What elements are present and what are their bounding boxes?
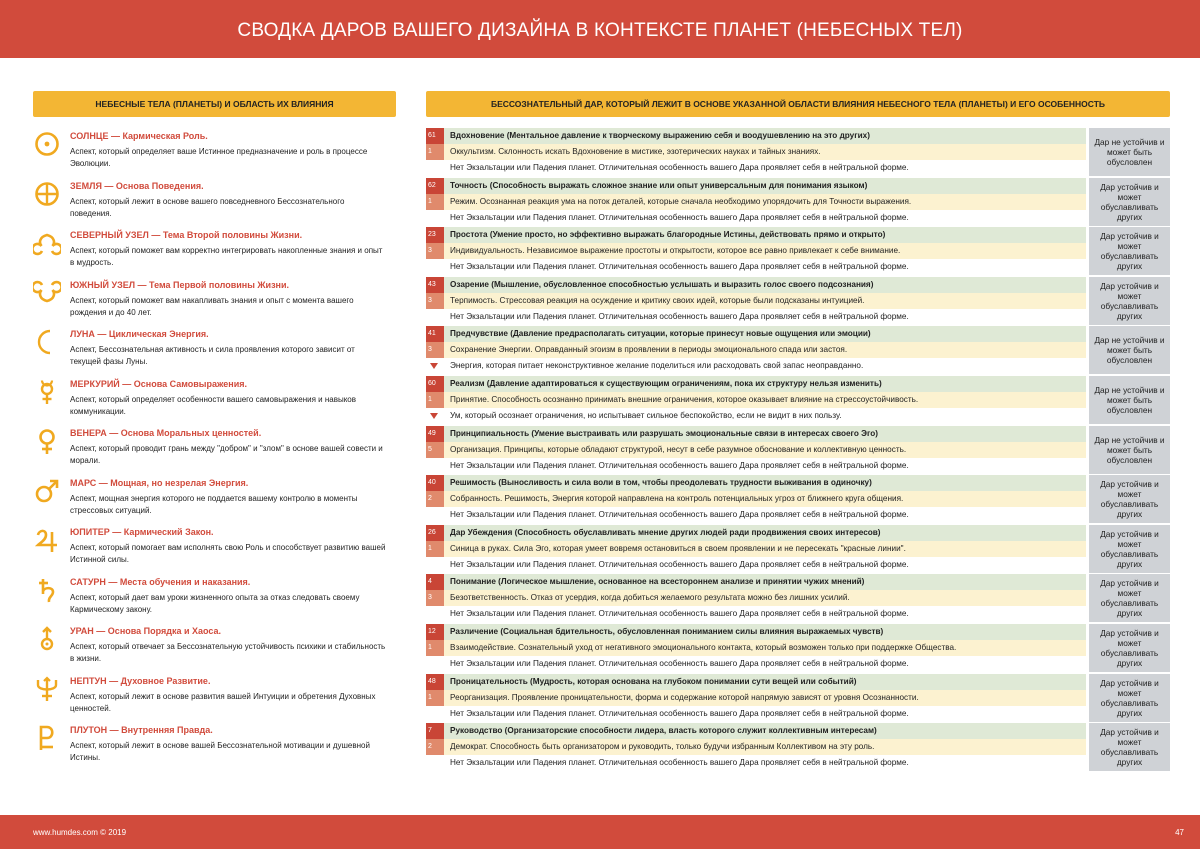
line-number: 1 [426, 194, 444, 210]
page-title: СВОДКА ДАРОВ ВАШЕГО ДИЗАЙНА В КОНТЕКСТЕ ПЛАНЕТ (НЕБЕСНЫХ ТЕЛ) [0, 0, 1200, 58]
footer [0, 815, 1200, 849]
gift-main-text: Дар Убеждения (Способность обуславливать мнение других людей ради продвижения своих интересов) [450, 527, 881, 537]
gift-main-text: Предчувствие (Давление предрасполагать ситуации, которые принесут новые ощущения или эмоции) [450, 329, 871, 339]
planet-title: ЛУНА — Циклическая Энергия. [70, 329, 209, 339]
gift-stability-note: Дар не устойчив и может быть обусловлен [1089, 326, 1170, 374]
planet-title: НЕПТУН — Духовное Развитие. [70, 675, 211, 686]
gate-number: 60 [426, 376, 444, 392]
planet-title: ПЛУТОН — Внутренняя Правда. [70, 725, 213, 735]
gift-main-line [426, 525, 1086, 541]
gift-line-description [426, 541, 1086, 557]
gift-main-line [426, 326, 1086, 342]
gift-main-text: Реализм (Давление адаптироваться к существующим ограничениям, пока их структуру нельзя изменить) [450, 378, 882, 388]
gift-stability-note: Дар устойчив и может обуславливать других [1089, 574, 1170, 622]
gate-number: 23 [426, 227, 444, 243]
gift-line-text: Оккультизм. Склонность искать Вдохновение в мистике, эзотерических науках и тайных знаниях. [450, 147, 821, 156]
gift-row [426, 277, 1170, 327]
planet-title: МАРС — Мощная, но незрелая Энергия. [70, 477, 249, 488]
gift-row [426, 227, 1170, 277]
gift-stability-note: Дар не устойчив и может быть обусловлен [1089, 426, 1170, 474]
line-number: 2 [426, 491, 444, 507]
gift-row [426, 525, 1170, 575]
gift-main-text: Принципиальность (Умение выстраивать или разрушать эмоциональные связи в интересах своего Эго) [450, 428, 878, 438]
gift-line-text: Принятие. Способность осознанно принимать внешние ограничения, которое оказывает влияние на стрессоустойчивость. [450, 394, 919, 404]
gift-line-description [426, 640, 1086, 656]
planet-item [33, 722, 396, 772]
gift-exaltation-line [426, 259, 1086, 275]
gift-exaltation-text: Нет Экзальтации или Падения планет. Отличительная особенность вашего Дара проявляет себя в нейтральной форме. [450, 609, 909, 619]
gate-number: 49 [426, 426, 444, 442]
gift-line-text: Сохранение Энергии. Оправданный эгоизм в проявлении в периоды эмоционального спада или застоя. [450, 345, 848, 355]
gift-row [426, 624, 1170, 674]
gift-exaltation-line [426, 706, 1086, 722]
gift-exaltation-line [426, 755, 1086, 771]
gift-stability-note: Дар устойчив и может обуславливать других [1089, 723, 1170, 771]
gift-main-line [426, 723, 1086, 739]
gift-main-line [426, 376, 1086, 392]
gift-exaltation-text: Ум, который осознает ограничения, но испытывает сильное беспокойство, если не видит в них пользу. [450, 410, 842, 420]
sun-icon [33, 130, 61, 158]
planet-item [33, 326, 396, 376]
planet-description: Аспект, мощная энергия которого не поддается вашему контролю в моменты стрессовых ситуаций. [70, 493, 358, 515]
moon-icon [33, 328, 61, 356]
gift-stability-note: Дар устойчив и может обуславливать других [1089, 475, 1170, 523]
gift-main-text: Руководство (Организаторские способности лидера, власть которого служит коллективным интересам) [450, 726, 877, 736]
planet-title: УРАН — Основа Порядка и Хаоса. [70, 626, 222, 636]
gift-line-description [426, 739, 1086, 755]
gate-number: 41 [426, 326, 444, 342]
gift-row [426, 376, 1170, 426]
mars-icon [33, 477, 61, 505]
gift-exaltation-line [426, 160, 1086, 176]
gifts-list [426, 128, 1170, 773]
gift-line-description [426, 491, 1086, 507]
planet-description: Аспект, который поможет вам корректно интегрировать накопленные знания и опыт в мудрость. [70, 246, 383, 267]
footer-site: www.humdes.com © 2019 [33, 828, 127, 837]
planet-item [33, 623, 396, 673]
jupiter-icon [33, 526, 61, 554]
gift-stability-note: Дар устойчив и может обуславливать других [1089, 227, 1170, 275]
planet-item [33, 277, 396, 327]
gift-stability-note: Дар устойчив и может обуславливать других [1089, 525, 1170, 573]
gift-exaltation-text: Нет Экзальтации или Падения планет. Отличительная особенность вашего Дара проявляет себя в нейтральной форме. [450, 708, 909, 718]
planet-description: Аспект, который поможет вам накапливать знания и опыт с момента вашего рождения и до 40 лет. [70, 295, 354, 317]
gift-exaltation-text: Нет Экзальтации или Падения планет. Отличительная особенность вашего Дара проявляет себя в нейтральной форме. [450, 559, 909, 569]
gift-row [426, 426, 1170, 476]
gift-stability-note: Дар устойчив и может обуславливать других [1089, 277, 1170, 325]
planet-item [33, 475, 396, 525]
gift-row [426, 178, 1170, 228]
planet-item [33, 425, 396, 475]
gift-line-description [426, 590, 1086, 606]
gift-main-text: Точность (Способность выражать сложное знание или опыт универсальным для понимания языком) [450, 180, 868, 190]
gift-line-description [426, 442, 1086, 458]
gift-line-text: Реорганизация. Проявление проницательности, форма и содержание которой напрямую зависят от уровня Осознанности. [450, 692, 919, 702]
gift-row [426, 723, 1170, 773]
gift-main-text: Озарение (Мышление, обусловленное способностью услышать и выразить голос своего подсознания) [450, 279, 874, 289]
gate-number: 43 [426, 277, 444, 293]
gift-line-description [426, 194, 1086, 210]
line-number: 1 [426, 144, 444, 160]
planet-item [33, 574, 396, 624]
gift-exaltation-text: Нет Экзальтации или Падения планет. Отличительная особенность вашего Дара проявляет себя в нейтральной форме. [450, 212, 909, 222]
gift-stability-note: Дар не устойчив и может быть обусловлен [1089, 128, 1170, 176]
gift-line-text: Собранность. Решимость, Энергия которой направлена на контроль потенциальных угроз от ближнего круга общения. [450, 494, 904, 504]
gift-exaltation-text: Нет Экзальтации или Падения планет. Отличительная особенность вашего Дара проявляет себя в нейтральной форме. [450, 262, 909, 272]
gift-line-description [426, 392, 1086, 408]
gift-row [426, 674, 1170, 724]
gate-number: 26 [426, 525, 444, 541]
gift-exaltation-text: Энергия, которая питает неконструктивное желание поделиться или расходовать свой запас неоправданно. [450, 361, 864, 371]
gift-exaltation-line [426, 557, 1086, 573]
gift-main-line [426, 277, 1086, 293]
planet-description: Аспект, который лежит в основе вашего повседневного Бессознательного поведения. [70, 196, 345, 218]
gift-main-text: Вдохновение (Ментальное давление к творческому выражению себя и воодушевлению на это других) [450, 131, 870, 140]
line-number: 1 [426, 640, 444, 656]
neptune-icon [33, 675, 61, 703]
line-number: 1 [426, 690, 444, 706]
page-number: 47 [1175, 828, 1184, 837]
gate-number: 40 [426, 475, 444, 491]
gift-line-description [426, 144, 1086, 160]
gift-main-text: Понимание (Логическое мышление, основанное на всестороннем анализе и принятии чужих мнений) [450, 577, 865, 587]
gift-line-text: Индивидуальность. Независимое выражение простоты и открытости, которое все равно привлекает к себе внимание. [450, 246, 901, 256]
planet-item [33, 128, 396, 178]
planet-title: ЮПИТЕР — Кармический Закон. [70, 527, 214, 537]
planet-item [33, 524, 396, 574]
planet-item [33, 227, 396, 277]
gift-exaltation-text: Нет Экзальтации или Падения планет. Отличительная особенность вашего Дара проявляет себя в нейтральной форме. [450, 510, 909, 520]
gate-number: 61 [426, 128, 444, 144]
gift-line-text: Демократ. Способность быть организатором и руководить, только будучи избранным Коллективом на эту роль. [450, 742, 875, 752]
planet-item [33, 673, 396, 723]
gift-line-text: Синица в руках. Сила Эго, которая умеет вовремя остановиться в своем проявлении и не пересекать "красные линии". [450, 543, 906, 553]
gift-main-line [426, 178, 1086, 194]
planet-description: Аспект, который лежит в основе развития вашей Интуиции и обретения Духовных ценностей. [70, 691, 376, 713]
pluto-icon [33, 724, 61, 752]
gate-number: 48 [426, 674, 444, 690]
gift-exaltation-text: Нет Экзальтации или Падения планет. Отличительная особенность вашего Дара проявляет себя в нейтральной форме. [450, 460, 909, 470]
planet-description: Аспект, который определяет особенности вашего самовыражения и навыков коммуникации. [70, 394, 356, 416]
line-number: 2 [426, 739, 444, 755]
gift-exaltation-line [426, 210, 1086, 226]
uranus-icon [33, 625, 61, 653]
gift-line-text: Взаимодействие. Сознательный уход от негативного эмоционального контакта, который возможен только при поддержке Общества. [450, 642, 957, 652]
planet-title: ЮЖНЫЙ УЗЕЛ — Тема Первой половины Жизни. [70, 279, 290, 290]
gate-number: 4 [426, 574, 444, 590]
planet-description: Аспект, который дает вам уроки жизненного опыта за отказ следовать своему Кармическому закону. [70, 592, 360, 614]
planet-description: Аспект, который помогает вам исполнять свою Роль и способствует развитию вашей Истинной силы. [70, 543, 386, 564]
north-node-icon [33, 229, 61, 257]
planet-title: ЗЕМЛЯ — Основа Поведения. [70, 180, 204, 191]
gift-exaltation-line [426, 458, 1086, 474]
gift-exaltation-line [426, 309, 1086, 325]
gift-line-text: Организация. Принципы, которые обладают структурой, несут в себе разумное обоснование и коллективную ценность. [450, 444, 907, 454]
gift-line-text: Режим. Осознанная реакция ума на поток деталей, которые сначала необходимо упорядочить для Точности выражения. [450, 196, 912, 206]
gift-main-line [426, 128, 1086, 144]
gift-main-text: Различение (Социальная бдительность, обусловленная пониманием силы влияния выражаемых чувств) [450, 626, 884, 636]
planet-item [33, 178, 396, 228]
gift-main-line [426, 624, 1086, 640]
line-number: 1 [426, 541, 444, 557]
line-number: 3 [426, 342, 444, 358]
gift-main-text: Решимость (Выносливость и сила воли в том, чтобы преодолевать трудности выживания в одиночку) [450, 478, 872, 488]
gift-main-line [426, 475, 1086, 491]
gift-stability-note: Дар устойчив и может обуславливать других [1089, 178, 1170, 226]
line-number: 3 [426, 590, 444, 606]
south-node-icon [33, 279, 61, 307]
gift-main-line [426, 426, 1086, 442]
line-number: 3 [426, 243, 444, 259]
gift-line-description [426, 690, 1086, 706]
planet-description: Аспект, который лежит в основе вашей Бессознательной мотивации и душевной Истины. [70, 741, 370, 762]
gift-line-description [426, 342, 1086, 358]
gift-exaltation-text: Нет Экзальтации или Падения планет. Отличительная особенность вашего Дара проявляет себя в нейтральной форме. [450, 758, 909, 768]
gift-main-text: Простота (Умение просто, но эффективно выражать благородные Истины, действовать прямо и открыто) [450, 230, 886, 240]
line-number: 5 [426, 442, 444, 458]
line-number: 1 [426, 392, 444, 408]
gift-line-text: Терпимость. Стрессовая реакция на осуждение и критику своих идей, которые были подсказаны интуицией. [450, 295, 865, 305]
fall-marker-icon [430, 413, 438, 419]
planet-item [33, 376, 396, 426]
gift-stability-note: Дар не устойчив и может быть обусловлен [1089, 376, 1170, 424]
planets-list [33, 128, 396, 772]
fall-marker-icon [430, 363, 438, 369]
gift-row [426, 326, 1170, 376]
venus-icon [33, 427, 61, 455]
gift-exaltation-line [426, 358, 1086, 374]
gift-main-line [426, 574, 1086, 590]
planet-title: ВЕНЕРА — Основа Моральных ценностей. [70, 428, 262, 438]
planet-description: Аспект, который отвечает за Бессознательную устойчивость психики и стабильность в жизни. [70, 642, 386, 663]
gift-exaltation-line [426, 606, 1086, 622]
gift-stability-note: Дар устойчив и может обуславливать других [1089, 624, 1170, 672]
gift-exaltation-text: Нет Экзальтации или Падения планет. Отличительная особенность вашего Дара проявляет себя в нейтральной форме. [450, 311, 909, 321]
gift-stability-note: Дар устойчив и может обуславливать других [1089, 674, 1170, 722]
planet-title: СЕВЕРНЫЙ УЗЕЛ — Тема Второй половины Жизни. [70, 230, 303, 240]
gift-line-description [426, 243, 1086, 259]
gifts-column-heading: БЕССОЗНАТЕЛЬНЫЙ ДАР, КОТОРЫЙ ЛЕЖИТ В ОСНОВЕ УКАЗАННОЙ ОБЛАСТИ ВЛИЯНИЯ НЕБЕСНОГО ТЕЛА (ПЛАНЕТЫ) И ЕГО ОСОБЕННОСТЬ [426, 91, 1170, 117]
gift-row [426, 475, 1170, 525]
gate-number: 62 [426, 178, 444, 194]
planets-column-heading: НЕБЕСНЫЕ ТЕЛА (ПЛАНЕТЫ) И ОБЛАСТЬ ИХ ВЛИЯНИЯ [33, 91, 396, 117]
gate-number: 12 [426, 624, 444, 640]
saturn-icon [33, 576, 61, 604]
gift-main-line [426, 674, 1086, 690]
planet-description: Аспект, который определяет ваше Истинное предназначение и роль в процессе Эволюции. [70, 147, 368, 168]
gift-exaltation-line [426, 507, 1086, 523]
planet-title: СОЛНЦЕ — Кармическая Роль. [70, 131, 208, 141]
line-number: 3 [426, 293, 444, 309]
planet-title: МЕРКУРИЙ — Основа Самовыражения. [70, 378, 247, 389]
gift-main-line [426, 227, 1086, 243]
gift-exaltation-line [426, 408, 1086, 424]
planet-title: САТУРН — Места обучения и наказания. [70, 576, 251, 587]
earth-icon [33, 180, 61, 208]
gift-exaltation-text: Нет Экзальтации или Падения планет. Отличительная особенность вашего Дара проявляет себя в нейтральной форме. [450, 163, 909, 172]
gift-line-text: Безответственность. Отказ от усердия, когда добиться желаемого результата можно без лишних усилий. [450, 593, 850, 603]
gate-number: 7 [426, 723, 444, 739]
planet-description: Аспект, который проводит грань между "добром" и "злом" в основе вашей совести и морали. [70, 444, 383, 465]
gift-row [426, 574, 1170, 624]
gift-row [426, 128, 1170, 178]
gift-exaltation-line [426, 656, 1086, 672]
planet-description: Аспект, Бессознательная активность и сила проявления которого зависит от текущей фазы Луны. [70, 345, 355, 366]
gift-line-description [426, 293, 1086, 309]
gift-main-text: Проницательность (Мудрость, которая основана на глубоком понимании сути вещей или событий) [450, 676, 857, 686]
mercury-icon [33, 378, 61, 406]
gift-exaltation-text: Нет Экзальтации или Падения планет. Отличительная особенность вашего Дара проявляет себя в нейтральной форме. [450, 658, 909, 668]
